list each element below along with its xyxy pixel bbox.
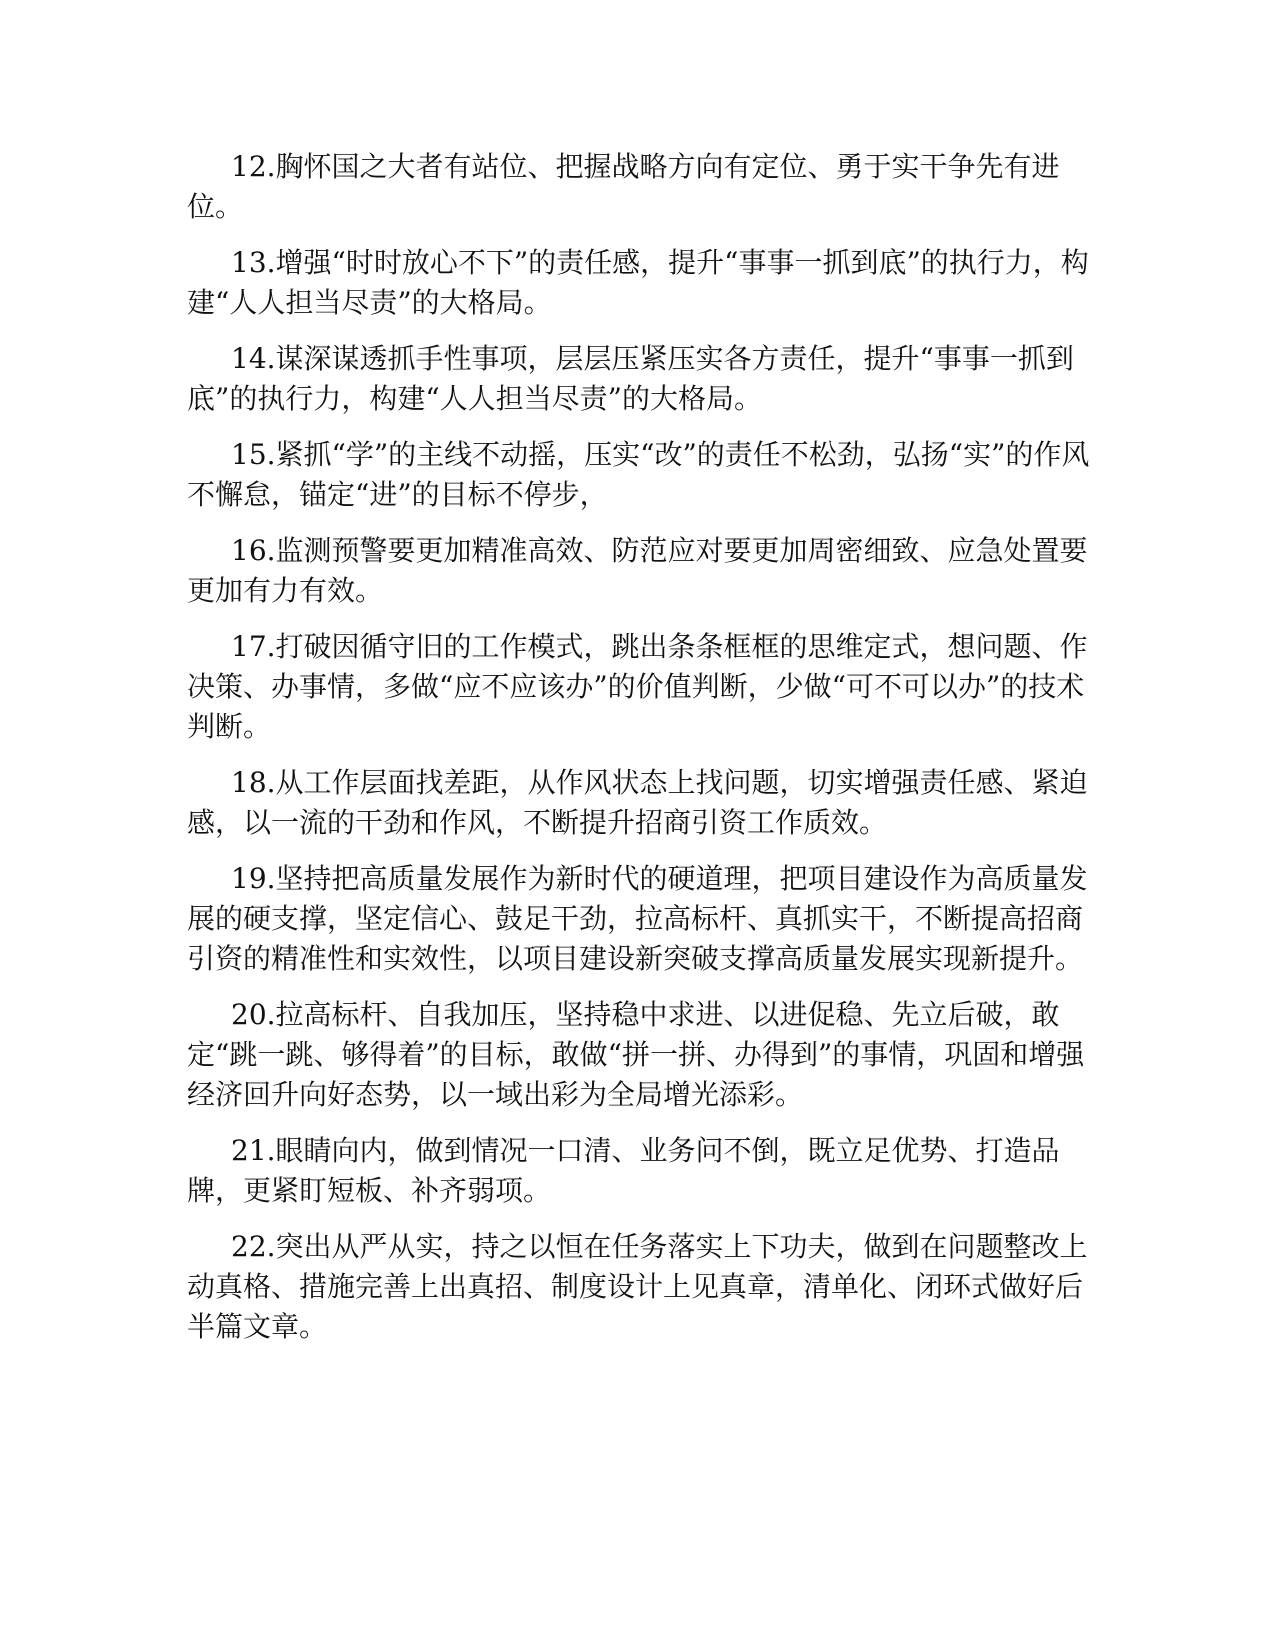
paragraph-20: 20.拉高标杆、自我加压，坚持稳中求进、以进促稳、先立后破，敢定“跳一跳、够得着”的目标，敢做“拼一拼、办得到”的事情，巩固和增强经济回升向好态势，以一域出彩为全局增光添彩。 bbox=[187, 998, 1085, 1111]
paragraph-21: 21.眼睛向内，做到情况一口清、业务问不倒，既立足优势、打造品牌，更紧盯短板、补齐弱项。 bbox=[187, 1134, 1060, 1207]
paragraph-15: 15.紧抓“学”的主线不动摇，压实“改”的责任不松劲，弘扬“实”的作风不懈怠，锚定“进”的目标不停步， bbox=[187, 438, 1090, 511]
paragraph-14: 14.谋深谋透抓手性事项，层层压紧压实各方责任，提升“事事一抓到底”的执行力，构建“人人担当尽责”的大格局。 bbox=[187, 342, 1074, 415]
paragraph-18: 18.从工作层面找差距，从作风状态上找问题，切实增强责任感、紧迫感，以一流的干劲和作风，不断提升招商引资工作质效。 bbox=[187, 766, 1088, 839]
paragraph-13: 13.增强“时时放心不下”的责任感，提升“事事一抓到底”的执行力，构建“人人担当尽责”的大格局。 bbox=[187, 246, 1089, 319]
paragraph-12: 12.胸怀国之大者有站位、把握战略方向有定位、勇于实干争先有进位。 bbox=[187, 150, 1060, 223]
paragraph-16: 16.监测预警要更加精准高效、防范应对要更加周密细致、应急处置要更加有力有效。 bbox=[187, 534, 1088, 607]
document-body bbox=[187, 147, 1092, 1363]
paragraph-17: 17.打破因循守旧的工作模式，跳出条条框框的思维定式，想问题、作决策、办事情，多做“应不应该办”的价值判断，少做“可不可以办”的技术判断。 bbox=[187, 630, 1088, 743]
paragraph-19: 19.坚持把高质量发展作为新时代的硬道理，把项目建设作为高质量发展的硬支撑，坚定信心、鼓足干劲，拉高标杆、真抓实干，不断提高招商引资的精准性和实效性，以项目建设新突破支撑高质量发展实现新提升。 bbox=[187, 862, 1088, 975]
paragraph-22: 22.突出从严从实，持之以恒在任务落实上下功夫，做到在问题整改上动真格、措施完善上出真招、制度设计上见真章，清单化、闭环式做好后半篇文章。 bbox=[187, 1230, 1088, 1343]
